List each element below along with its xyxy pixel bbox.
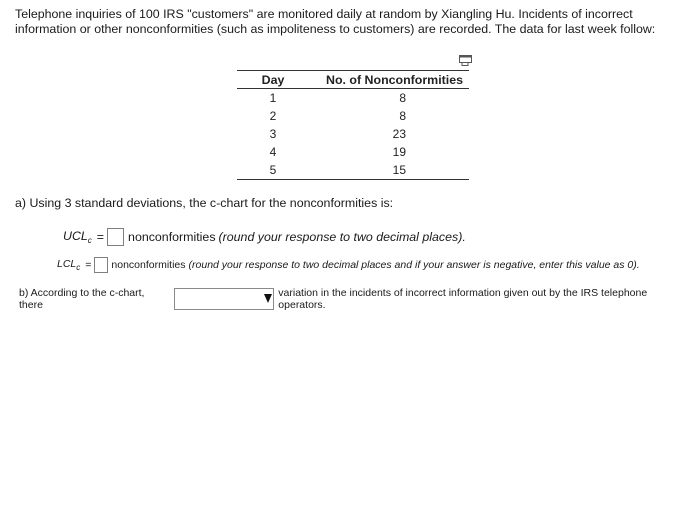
day-cell: 1 — [269, 91, 277, 105]
table-row — [237, 89, 469, 108]
ucl-subscript: c — [87, 236, 92, 245]
table-row — [237, 143, 469, 161]
lcl-note: (round your response to two decimal places and if your answer is negative, enter this value as 0). — [188, 259, 640, 271]
ucl-row — [63, 227, 466, 247]
ucl-equals: = — [96, 230, 105, 244]
day-cell: 5 — [237, 161, 309, 180]
part-b-suffix: variation in the incidents of incorrect information given out by the IRS telephone operators. — [278, 287, 648, 311]
column-header-day: Day — [237, 71, 309, 89]
day-cell: 3 — [269, 127, 277, 141]
table-row — [237, 161, 469, 180]
day-cell: 2 — [269, 109, 277, 123]
lcl-label — [57, 258, 80, 272]
day-cell: 4 — [269, 145, 277, 159]
problem-intro: Telephone inquiries of 100 IRS "customers" are monitored daily at random by Xiangling Hu. Incidents of incorrect information or other nonconformities (such as impoliteness to customers) are recorded. The data for last week follow: — [15, 7, 656, 36]
lcl-symbol: LCL — [57, 258, 77, 270]
dropdown-arrow-icon — [264, 294, 272, 303]
lcl-input[interactable] — [94, 257, 108, 273]
nonconformities-cell: 19 — [392, 145, 406, 159]
ucl-input[interactable] — [107, 228, 124, 246]
lcl-unit: nonconformities — [111, 259, 186, 271]
nonconformities-cell: 8 — [399, 109, 406, 123]
nonconformities-cell: 15 — [309, 161, 469, 180]
nonconformities-cell: 8 — [399, 91, 406, 105]
column-header-nonconformities: No. of Nonconformities — [309, 71, 469, 89]
lcl-row — [57, 256, 640, 274]
nonconformities-table — [237, 70, 469, 180]
part-a-prompt: a) Using 3 standard deviations, the c-chart for the nonconformities is: — [15, 196, 394, 210]
nonconformities-cell: 23 — [392, 127, 406, 141]
part-b-row — [19, 288, 694, 310]
lcl-equals: = — [85, 259, 92, 271]
part-b-prefix: b) According to the c-chart, there — [19, 287, 145, 311]
lcl-subscript: c — [76, 263, 81, 272]
table-row — [237, 107, 469, 125]
table-header-row — [237, 71, 469, 89]
variation-dropdown[interactable] — [174, 288, 274, 310]
ucl-note: (round your response to two decimal places). — [218, 230, 466, 244]
ucl-symbol: UCL — [63, 229, 88, 243]
copy-data-icon[interactable] — [459, 55, 472, 66]
table-row — [237, 125, 469, 143]
ucl-unit: nonconformities — [128, 230, 216, 244]
ucl-label — [63, 229, 92, 245]
